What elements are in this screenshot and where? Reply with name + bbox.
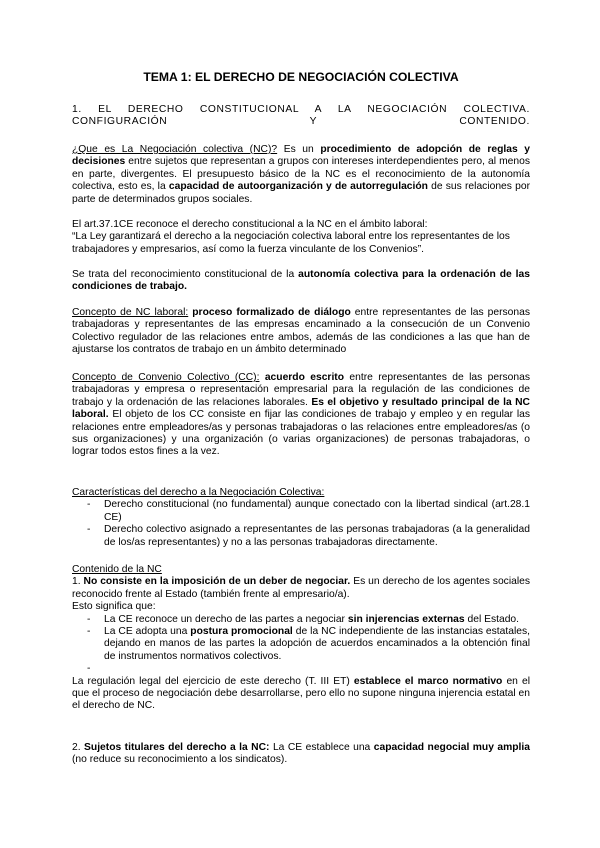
- list-item: - La CE adopta una postura promocional de la NC independiente de las instancias estatales, dejando en manos de las partes la adopción de acuerdos encaminados a la obtención final de instrumentos normativos colectivos.: [87, 626, 531, 662]
- page-title: TEMA 1: EL DERECHO DE NEGOCIACIÓN COLECTIVA: [143, 70, 459, 84]
- paragraph-sujetos: 2. Sujetos titulares del derecho a la NC: La CE establece una capacidad negocial muy amplia (no reduce su reconocimiento a los sindicatos).: [72, 742, 530, 766]
- contenido-list: [72, 614, 530, 676]
- paragraph-concepto-cc: Concepto de Convenio Colectivo (CC): acuerdo escrito entre representantes de las personas trabajadoras y empresa o representación empresarial para la regulación de las condiciones de trabajo y la ordenación de las relaciones laborales. Es el objetivo y resultado principal de la NC laboral. El objeto de los CC consiste en fijar las condiciones de trabajo y empleo y en regular las relaciones entre empleadores/as y personas trabajadoras o las relaciones entre empleadores/as (o sus organizaciones) y una organización (o varias organizaciones) de personas trabajadoras, o lograr todos estos fines a la vez.: [72, 372, 530, 458]
- paragraph-caracteristicas: Características del derecho a la Negociación Colectiva: - Derecho constitucional (no fundamental) aunque conectado con la libertad sindical (art.28.1 CE) - Derecho colectivo asignado a representantes de las personas trabajadoras (a la generalidad de los/as representantes) y no a las personas trabajadoras directamente.: [72, 487, 530, 548]
- list-item-empty: -: [87, 663, 91, 675]
- paragraph-contenido: Contenido de la NC 1. No consiste en la imposición de un deber de negociar. Es un derecho de los agentes sociales reconocido frente al Estado (también frente al empresario/a). Esto significa que: - La CE reconoce un derecho de las partes a negociar sin injerencias externas del Estado. - La CE adopta una postura promocional de la NC independiente de las instancias estatales, dejando en manos de las partes la adopción de acuerdos encaminados a la obtención final de instrumentos normativos colectivos. - La regulación legal del ejercicio de este derecho (T. III ET) establece el marco normativo en el que el proceso de negociación debe desarrollarse, pero ello no supone ninguna injerencia estatal en el derecho de NC.: [72, 564, 531, 712]
- list-item: - Derecho colectivo asignado a representantes de las personas trabajadoras (a la generalidad de los/as representantes) y no a las personas trabajadoras directamente.: [87, 524, 530, 548]
- list-item: - La CE reconoce un derecho de las partes a negociar sin injerencias externas del Estado.: [87, 613, 520, 625]
- caracteristicas-list: [72, 499, 530, 549]
- list-item: - Derecho constitucional (no fundamental) aunque conectado con la libertad sindical (art.28.1 CE): [87, 499, 530, 523]
- paragraph-autonomia: Se trata del reconocimiento constitucional de la autonomía colectiva para la ordenación de las condiciones de trabajo.: [72, 269, 530, 293]
- paragraph-nc-definition: ¿Que es La Negociación colectiva (NC)? Es un procedimiento de adopción de reglas y decisiones entre sujetos que representan a grupos con intereses interdependientes pero, al menos en parte, divergentes. El presupuesto básico de la NC es el reconocimiento de la autonomía colectiva, esto es, la capacidad de autoorganización y de autorregulación de sus relaciones por parte de determinados grupos sociales.: [72, 144, 530, 205]
- question-text: ¿Que es La Negociación colectiva (NC)?: [72, 144, 278, 155]
- section-heading-1: 1. EL DERECHO CONSTITUCIONAL A LA NEGOCIACIÓN COLECTIVA. CONFIGURACIÓN Y CONTENIDO.: [72, 104, 530, 128]
- paragraph-concepto-nc: Concepto de NC laboral: proceso formalizado de diálogo entre representantes de las personas trabajadoras y representantes de las empresas encaminado a la consecución de un Convenio Colectivo regulador de las relaciones entre ambos, además de las condiciones a las que han de ajustarse los contratos de trabajo en un ámbito determinado: [72, 307, 530, 356]
- quote-text: “La Ley garantizará el derecho a la negociación colectiva laboral entre los representantes de los trabajadores y empresarios, así como la fuerza vinculante de los Convenios”.: [72, 231, 510, 255]
- paragraph-art37: El art.37.1CE reconoce el derecho constitucional a la NC en el ámbito laboral: “La Ley garantizará el derecho a la negociación colectiva laboral entre los representantes de los trabajadores y empresarios, así como la fuerza vinculante de los Convenios”.: [72, 219, 530, 256]
